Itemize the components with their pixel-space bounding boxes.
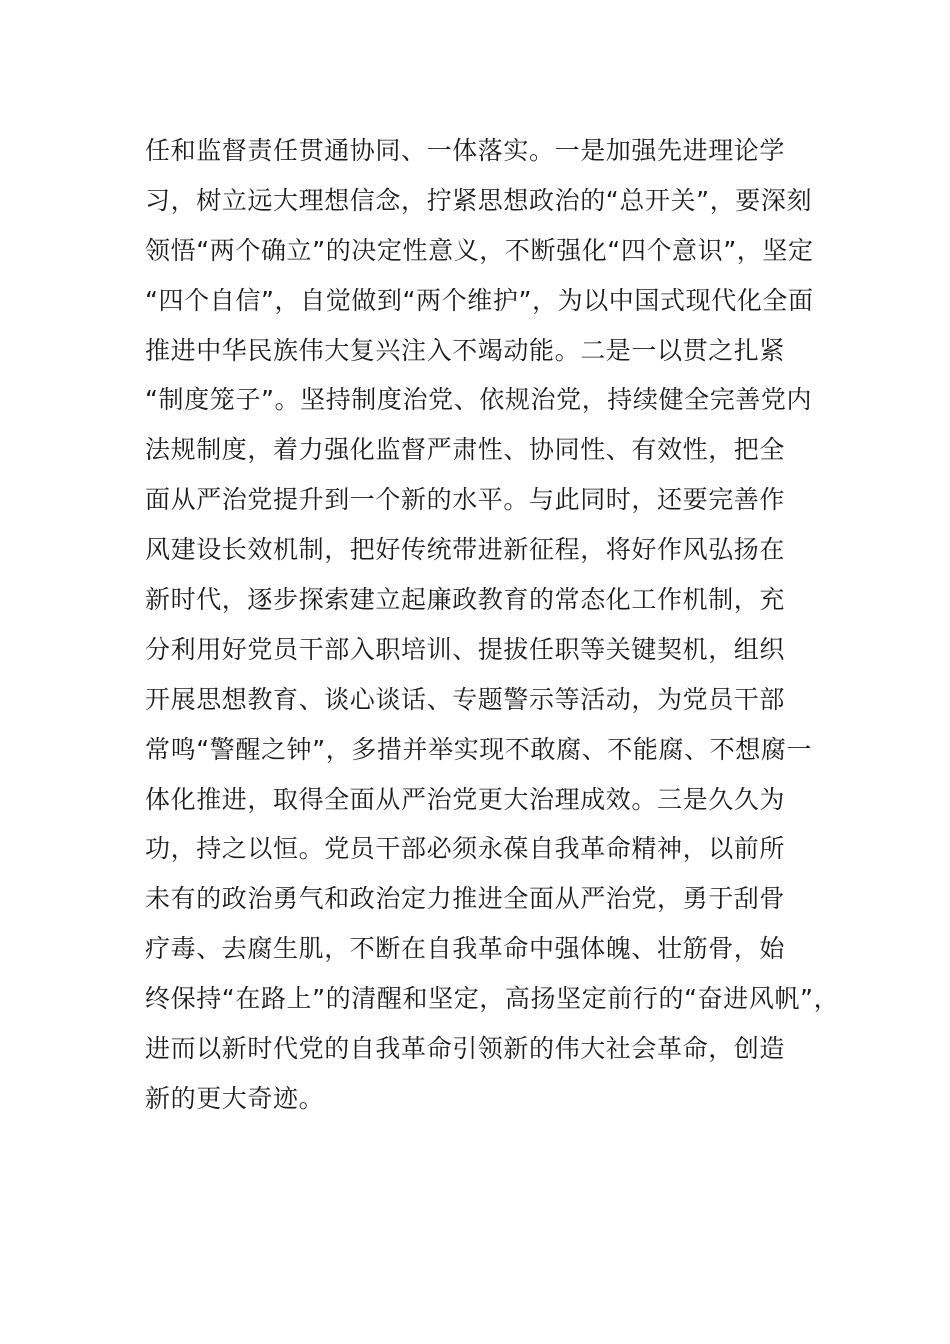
paragraph-line: “四个自信”，自觉做到“两个维护”，为以中国式现代化全面 xyxy=(145,285,814,315)
paragraph-line: 体化推进，取得全面从严治党更大治理成效。三是久久为 xyxy=(145,784,786,814)
paragraph-line: 疗毒、去腐生肌，不断在自我革命中强体魄、壮筋骨，始 xyxy=(145,934,786,964)
paragraph-line: 法规制度，着力强化监督严肃性、协同性、有效性，把全 xyxy=(145,435,786,465)
paragraph-line: “制度笼子”。坚持制度治党、依规治党，持续健全完善党内 xyxy=(145,385,813,415)
paragraph-line: 常鸣“警醒之钟”，多措并举实现不敢腐、不能腐、不想腐一 xyxy=(145,734,813,764)
paragraph-line: 未有的政治勇气和政治定力推进全面从严治党，勇于刮骨 xyxy=(145,884,786,914)
body-paragraph xyxy=(145,126,840,1124)
paragraph-line: 推进中华民族伟大复兴注入不竭动能。二是一以贯之扎紧 xyxy=(145,335,786,365)
paragraph-line: 新时代，逐步探索建立起廉政教育的常态化工作机制，充 xyxy=(145,585,786,615)
paragraph-line: 新的更大奇迹。 xyxy=(145,1083,325,1113)
paragraph-line: 终保持“在路上”的清醒和坚定，高扬坚定前行的“奋进风帆”， xyxy=(145,984,840,1014)
paragraph-line: 风建设长效机制，把好传统带进新征程，将好作风弘扬在 xyxy=(145,535,786,565)
paragraph-line: 任和监督责任贯通协同、一体落实。一是加强先进理论学 xyxy=(145,136,786,165)
paragraph-line: 面从严治党提升到一个新的水平。与此同时，还要完善作 xyxy=(145,485,786,515)
paragraph-line: 分利用好党员干部入职培训、提拔任职等关键契机，组织 xyxy=(145,634,786,664)
paragraph-line: 开展思想教育、谈心谈话、专题警示等活动，为党员干部 xyxy=(145,684,786,714)
paragraph-line: 习，树立远大理想信念，拧紧思想政治的“总开关”，要深刻 xyxy=(145,185,813,215)
paragraph-line: 进而以新时代党的自我革命引领新的伟大社会革命，创造 xyxy=(145,1034,786,1064)
paragraph-line: 领悟“两个确立”的决定性意义，不断强化“四个意识”，坚定 xyxy=(145,235,814,265)
paragraph-line: 功，持之以恒。党员干部必须永葆自我革命精神，以前所 xyxy=(145,834,786,864)
